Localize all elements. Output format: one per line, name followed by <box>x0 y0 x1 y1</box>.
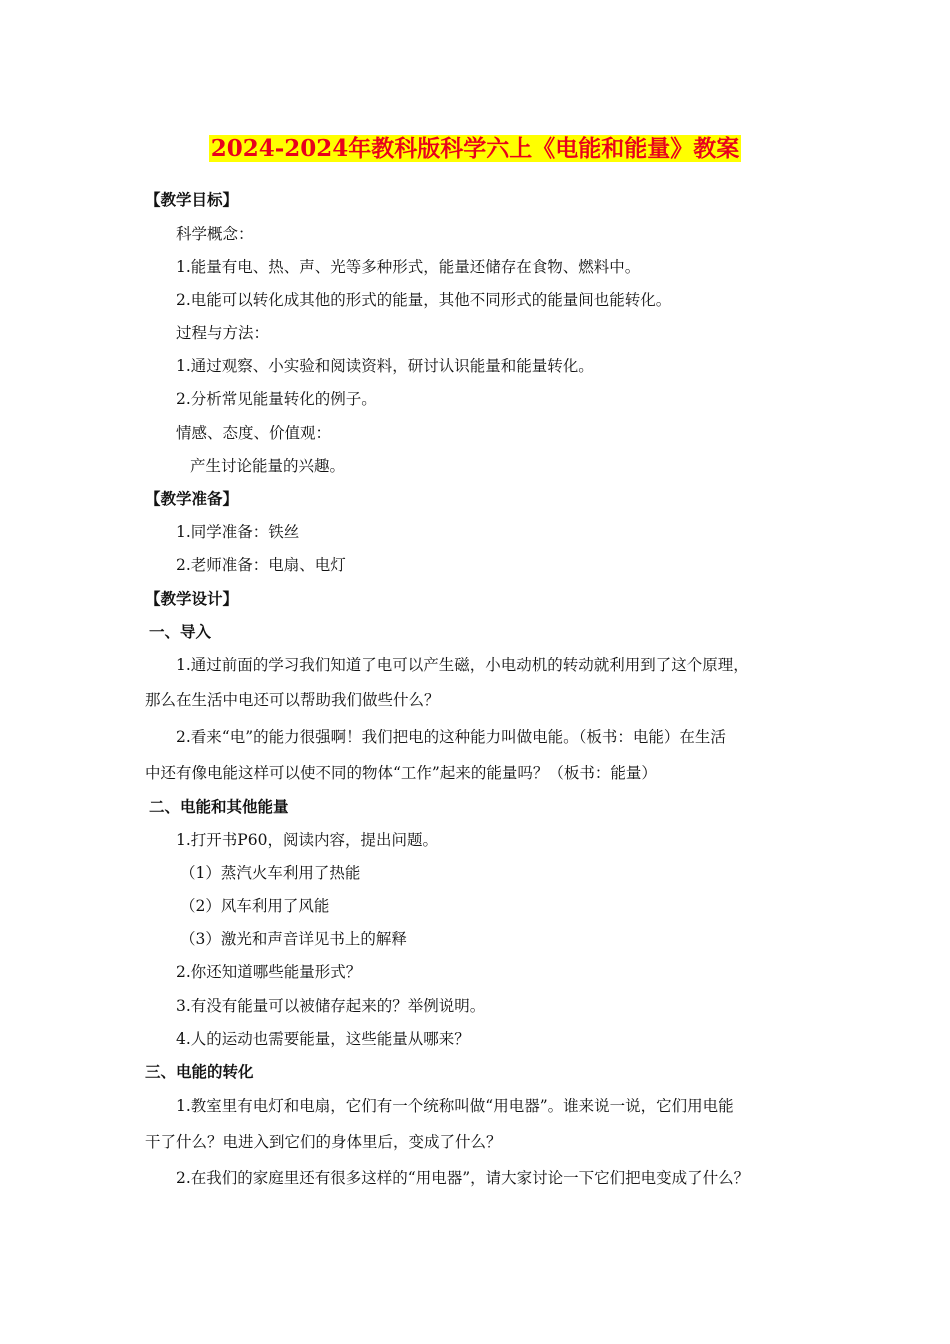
heading-preparation: 【教学准备】 <box>145 489 239 508</box>
prep-teacher: 2.老师准备：电扇、电灯 <box>176 556 346 574</box>
section-2-subitem-2: （2）风车利用了风能 <box>180 897 330 915</box>
section-2-heading: 二、电能和其他能量 <box>149 797 289 816</box>
section-1-heading: 一、导入 <box>149 622 212 641</box>
section-1-para-1a: 1.通过前面的学习我们知道了电可以产生磁，小电动机的转动就利用到了这个原理， <box>176 656 749 674</box>
section-1-para-2a: 2.看来“电”的能力很强啊！我们把电的这种能力叫做电能。（板书：电能）在生活 <box>176 728 726 746</box>
section-3-heading: 三、电能的转化 <box>145 1062 254 1081</box>
section-3-item-1a: 1.教室里有电灯和电扇，它们有一个统称叫做“用电器”。谁来说一说，它们用电能 <box>176 1097 734 1115</box>
section-1-para-2b: 中还有像电能这样可以使不同的物体“工作”起来的能量吗？（板书：能量） <box>145 764 657 782</box>
document-title: 2024-2024年教科版科学六上《电能和能量》教案 <box>210 135 740 162</box>
subheading-attitudes: 情感、态度、价值观： <box>176 424 332 442</box>
goal-concept-2: 2.电能可以转化成其他的形式的能量，其他不同形式的能量间也能转化。 <box>176 291 672 309</box>
section-2-subitem-1: （1）蒸汽火车利用了热能 <box>180 864 361 882</box>
goal-attitude-1: 产生讨论能量的兴趣。 <box>190 457 346 475</box>
subheading-process-methods: 过程与方法： <box>176 324 270 342</box>
section-3-item-1b: 干了什么？电进入到它们的身体里后，变成了什么？ <box>145 1133 502 1151</box>
section-2-subitem-3: （3）激光和声音详见书上的解释 <box>180 930 407 948</box>
heading-teaching-goals: 【教学目标】 <box>145 190 239 209</box>
section-3-item-2: 2.在我们的家庭里还有很多这样的“用电器”，请大家讨论一下它们把电变成了什么？ <box>176 1169 750 1187</box>
goal-process-2: 2.分析常见能量转化的例子。 <box>176 390 377 408</box>
section-2-item-3: 3.有没有能量可以被储存起来的？举例说明。 <box>176 997 486 1015</box>
section-2-item-2: 2.你还知道哪些能量形式？ <box>176 963 362 981</box>
section-2-item-1: 1.打开书P60，阅读内容，提出问题。 <box>176 831 438 849</box>
subheading-science-concepts: 科学概念： <box>176 225 254 243</box>
goal-process-1: 1.通过观察、小实验和阅读资料，研讨认识能量和能量转化。 <box>176 357 594 375</box>
heading-design: 【教学设计】 <box>145 589 239 608</box>
goal-concept-1: 1.能量有电、热、声、光等多种形式，能量还储存在食物、燃料中。 <box>176 258 641 276</box>
section-1-para-1b: 那么在生活中电还可以帮助我们做些什么？ <box>145 691 440 709</box>
section-2-item-4: 4.人的运动也需要能量，这些能量从哪来？ <box>176 1030 470 1048</box>
prep-students: 1.同学准备：铁丝 <box>176 523 300 541</box>
